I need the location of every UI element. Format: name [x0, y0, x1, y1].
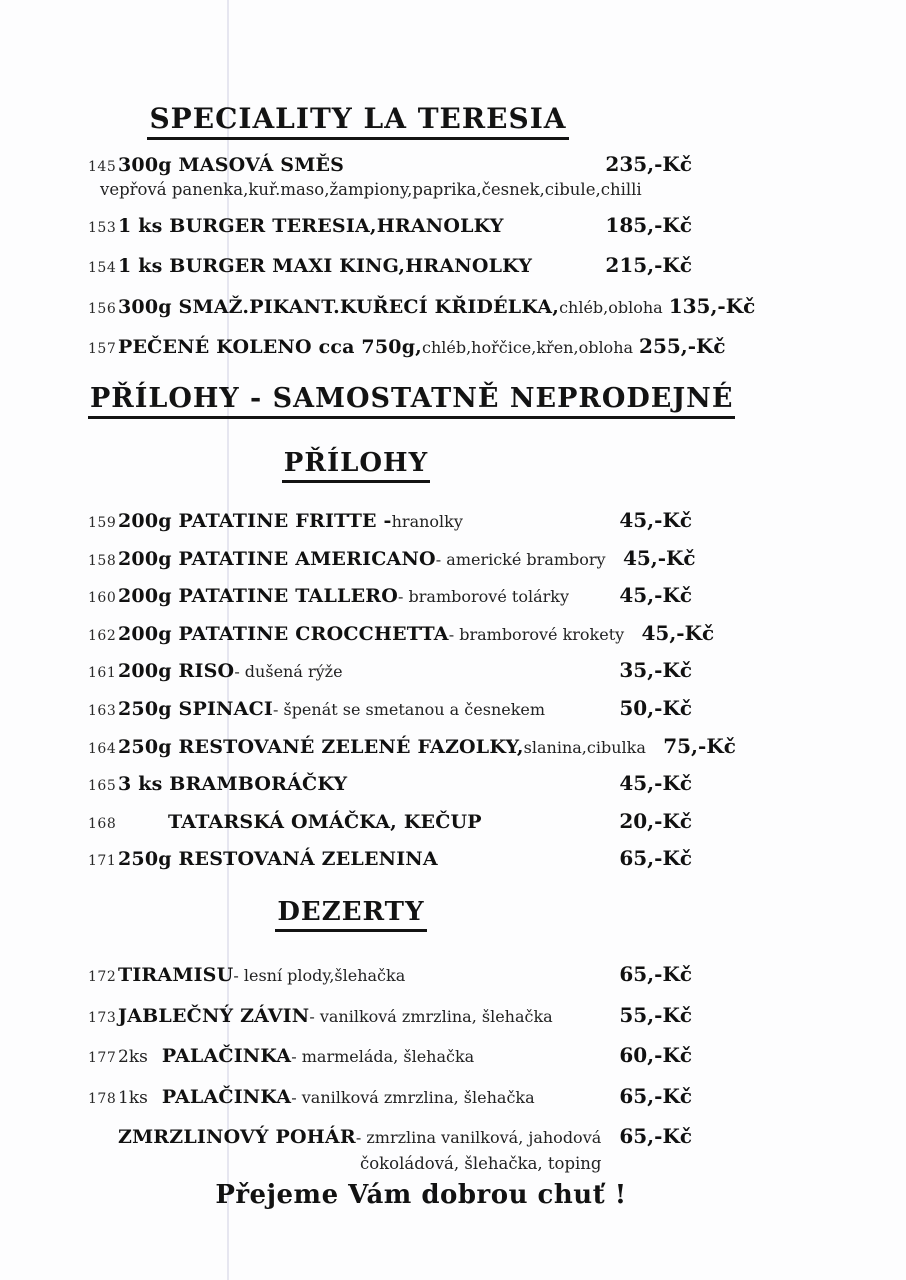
prilohy-title-wrap	[88, 419, 692, 483]
item-name: 300g SMAŽ.PIKANT.KUŘECÍ KŘIDÉLKA,	[118, 295, 560, 318]
menu-item-168	[88, 810, 692, 834]
item-quantity: 1ks	[118, 1087, 148, 1108]
item-number: 158	[88, 552, 117, 569]
menu-item-178	[88, 1085, 692, 1109]
item-number: 173	[88, 1009, 117, 1026]
prilohy-header-wrap	[88, 359, 734, 419]
item-price: 60,-Kč	[619, 1043, 692, 1068]
item-description: - lesní plody,šlehačka	[233, 965, 406, 985]
item-name: 200g PATATINE FRITTE -	[118, 509, 392, 532]
item-number: 154	[88, 260, 117, 277]
menu-item-zmrzlinovy-pohar	[88, 1125, 692, 1149]
item-description: chléb,obloha	[559, 297, 663, 317]
menu-item-171	[88, 847, 692, 871]
item-number: 164	[88, 740, 117, 757]
menu-item-177	[88, 1044, 692, 1068]
item-price: 255,-Kč	[639, 334, 726, 359]
footer-wrap	[88, 1180, 692, 1210]
item-price: 55,-Kč	[619, 1002, 692, 1027]
dezerty-title: DEZERTY	[275, 897, 426, 932]
speciality-title: SPECIALITY LA TERESIA	[147, 102, 568, 140]
menu-item-156	[88, 293, 756, 319]
menu-item-165	[88, 772, 692, 796]
item-name: TIRAMISU	[118, 963, 234, 986]
menu-item-153	[88, 214, 692, 238]
item-price: 45,-Kč	[619, 583, 692, 608]
prilohy-title: PŘÍLOHY	[282, 448, 430, 483]
item-number: 177	[88, 1050, 117, 1067]
item-price: 35,-Kč	[619, 658, 692, 683]
item-price: 45,-Kč	[641, 620, 715, 645]
prilohy-section	[88, 507, 736, 871]
menu-item-157	[88, 334, 726, 359]
item-number: 160	[88, 590, 117, 607]
item-price: 135,-Kč	[668, 293, 756, 318]
footer-message: Přejeme Vám dobrou chuť !	[215, 1179, 627, 1210]
item-price: 65,-Kč	[619, 1083, 692, 1108]
item-price: 185,-Kč	[605, 212, 692, 237]
menu-item-164	[88, 733, 736, 759]
dezerty-section	[88, 963, 692, 1173]
menu-item-173	[88, 1004, 692, 1028]
item-number: 153	[88, 219, 117, 236]
menu-item-172	[88, 963, 692, 987]
menu-item-158	[88, 545, 696, 571]
menu-content	[88, 0, 756, 1210]
item-description: - vanilková zmrzlina, šlehačka	[309, 1006, 553, 1026]
menu-item-162	[88, 620, 715, 646]
item-price: 65,-Kč	[619, 1124, 692, 1149]
item-number: 172	[88, 968, 117, 985]
menu-item-159	[88, 509, 692, 533]
item-description: - špenát se smetanou a česnekem	[272, 699, 546, 719]
item-description: - dušená rýže	[234, 662, 343, 682]
dezerty-title-wrap	[88, 871, 692, 932]
item-description: - bramborové tolárky	[398, 587, 569, 607]
item-price: 235,-Kč	[605, 152, 692, 176]
speciality-title-wrap	[88, 0, 692, 140]
item-name: 200g PATATINE AMERICANO	[118, 547, 436, 570]
item-number: 161	[88, 665, 117, 682]
item-name: 3 ks BRAMBORÁČKY	[118, 773, 348, 796]
menu-item-145	[88, 153, 692, 177]
item-price: 50,-Kč	[619, 695, 692, 720]
item-number: 145	[88, 159, 117, 175]
item-name: PEČENÉ KOLENO cca 750g,	[118, 336, 422, 359]
item-price: 20,-Kč	[619, 808, 692, 833]
item-description: - bramborové krokety	[448, 624, 625, 644]
menu-item-161	[88, 659, 692, 683]
item-name: TATARSKÁ OMÁČKA, KEČUP	[168, 810, 482, 833]
item-name: PALAČINKA	[161, 1045, 292, 1068]
item-number: 159	[88, 514, 117, 531]
speciality-section	[88, 152, 756, 359]
item-number: 168	[88, 815, 117, 832]
item-price: 45,-Kč	[619, 771, 692, 796]
item-price: 65,-Kč	[619, 846, 692, 871]
item-description: hranolky	[391, 511, 463, 531]
item-name: 300g MASOVÁ SMĚS	[118, 154, 345, 176]
item-description: - vanilková zmrzlina, šlehačka	[291, 1087, 535, 1107]
item-price: 45,-Kč	[622, 545, 696, 570]
item-number: 178	[88, 1090, 117, 1107]
prilohy-header: PŘÍLOHY - SAMOSTATNĚ NEPRODEJNÉ	[88, 383, 735, 419]
item-name: 200g RISO	[118, 660, 235, 683]
item-name: 250g RESTOVANÉ ZELENÉ FAZOLKY,	[118, 735, 524, 758]
item-price: 215,-Kč	[605, 253, 692, 278]
item-name: 1 ks BURGER TERESIA,HRANOLKY	[118, 214, 504, 237]
item-name: ZMRZLINOVÝ POHÁR	[118, 1126, 356, 1149]
menu-item-160	[88, 584, 692, 608]
item-description: - americké brambory	[435, 549, 606, 569]
item-name: JABLEČNÝ ZÁVIN	[118, 1004, 310, 1027]
item-description: chléb,hořčice,křen,obloha	[422, 338, 634, 358]
item-name: 250g RESTOVANÁ ZELENINA	[118, 848, 438, 871]
menu-item-163	[88, 697, 692, 721]
item-description: - marmeláda, šlehačka	[291, 1047, 475, 1067]
item-number: 157	[88, 341, 117, 358]
item-number: 156	[88, 300, 117, 317]
item-note: čokoládová, šlehačka, toping	[360, 1153, 602, 1173]
item-note: vepřová panenka,kuř.maso,žampiony,paprika,česnek,cibule,chilli	[100, 179, 642, 199]
item-name: PALAČINKA	[161, 1085, 292, 1108]
item-description: slanina,cibulka	[523, 737, 646, 757]
item-name: 250g SPINACI	[118, 697, 273, 720]
item-name: 200g PATATINE CROCCHETTA	[118, 622, 449, 645]
menu-item-154	[88, 254, 692, 278]
item-quantity: 2ks	[118, 1047, 148, 1068]
item-number: 163	[88, 702, 117, 719]
item-name: 200g PATATINE TALLERO	[118, 585, 399, 608]
item-number: 162	[88, 627, 117, 644]
item-description: - zmrzlina vanilková, jahodová	[355, 1128, 602, 1148]
item-number: 171	[88, 853, 117, 870]
item-number: 165	[88, 778, 117, 795]
item-price: 75,-Kč	[663, 733, 736, 758]
item-price: 45,-Kč	[619, 507, 692, 532]
item-price: 65,-Kč	[619, 961, 692, 986]
item-name: 1 ks BURGER MAXI KING,HRANOLKY	[118, 255, 533, 278]
